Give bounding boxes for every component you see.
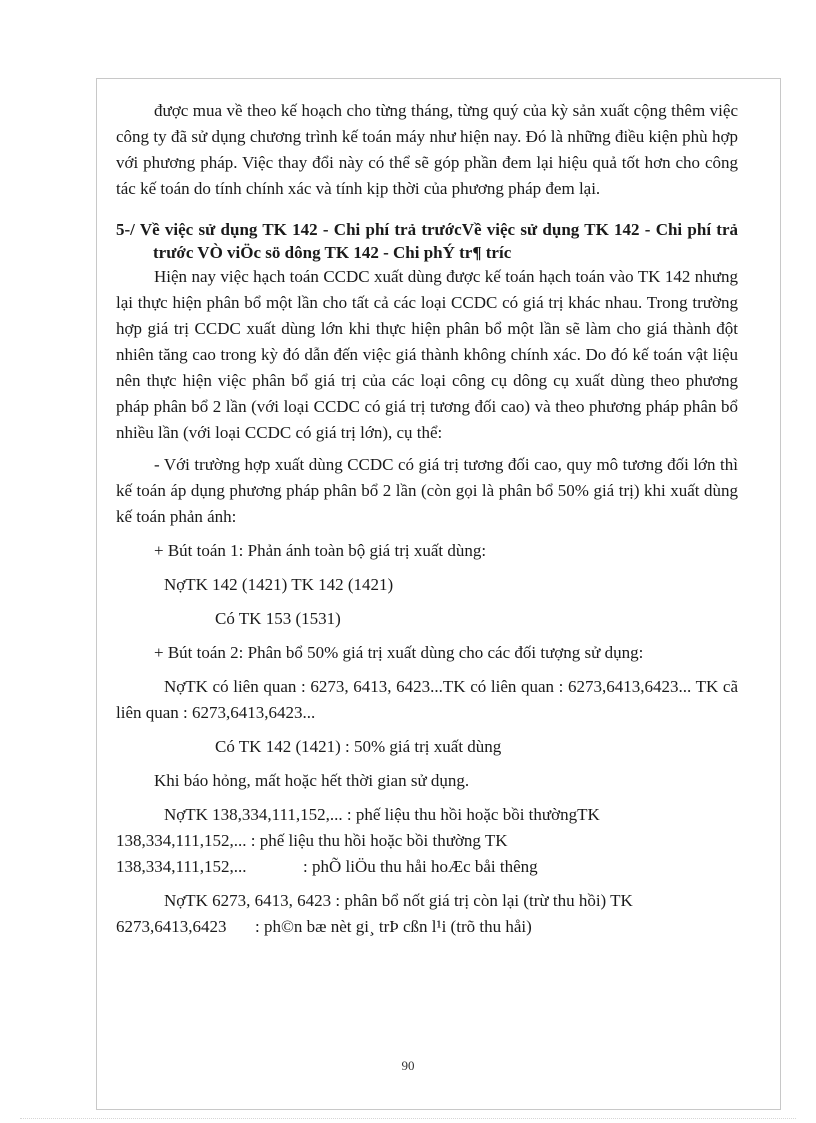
page-number: 90 (401, 1058, 415, 1073)
page-content (116, 98, 738, 940)
paragraph-3: - Với trường hợp xuất dùng CCDC có giá trị tương đối cao, quy mô tương đối lớn thì kế toán áp dụng phương pháp phân bổ 2 lần (còn gọi là phân bổ 50% giá trị) khi xuất dùng kế toán phản ánh: (116, 455, 738, 526)
entry-1-debit: NợTK 142 (1421) TK 142 (1421) (164, 575, 394, 594)
entry-2-credit: Có TK 142 (1421) : 50% giá trị xuất dùng (215, 737, 502, 756)
debit-138-line-1: NợTK 138,334,111,152,... : phế liệu thu hồi hoặc bồi thườngTK (164, 805, 600, 824)
debit-138-line-2: 138,334,111,152,... : phế liệu thu hồi hoặc bồi thường TK (116, 831, 508, 850)
debit-6273-line-2-right: : ph©n bæ nèt gi¸ trÞ cßn l¹i (trõ thu håi) (255, 917, 532, 936)
bottom-dotted-line (20, 1118, 796, 1119)
debit-138-line-3-left: 138,334,111,152,... (116, 857, 247, 876)
entry-2-debit: NợTK có liên quan : 6273, 6413, 6423...TK có liên quan : 6273,6413,6423... TK cã liên quan : 6273,6413,6423... (116, 677, 738, 722)
intro-paragraph: được mua về theo kế hoạch cho từng tháng, từng quý của kỳ sản xuất cộng thêm việc công ty đã sử dụng chương trình kế toán máy như hiện nay. Đó là những điều kiện phù hợp với phương pháp. Việc thay đổi này có thể sẽ góp phần đem lại hiệu quả tốt hơn cho công tác kế toán do tính chính xác và tính kịp thời của phương pháp đem lại. (116, 101, 738, 198)
entry-1-credit: Có TK 153 (1531) (215, 609, 341, 628)
debit-6273-line-2-left: 6273,6413,6423 (116, 917, 227, 936)
debit-6273-block (116, 888, 738, 940)
debit-138-line-3 (116, 854, 738, 880)
damage-line: Khi báo hỏng, mất hoặc hết thời gian sử dụng. (154, 771, 470, 790)
entry-2-title: + Bút toán 2: Phân bổ 50% giá trị xuất dùng cho các đối tượng sử dụng: (154, 643, 644, 662)
paragraph-2: Hiện nay việc hạch toán CCDC xuất dùng được kế toán hạch toán vào TK 142 nhưng lại thực hiện phân bổ một lần cho tất cả các loại CCDC có giá trị khác nhau. Trong trường hợp giá trị CCDC xuất dùng lớn khi thực hiện phân bổ một lần sẽ làm cho giá thành đột nhiên tăng cao trong kỳ đó dẫn đến việc giá thành không chính xác. Do đó kế toán vật liệu nên thực hiện việc phân bổ giá trị của các loại công cụ dông cụ xuất dùng theo phương pháp phân bổ 2 lần (với loại CCDC có giá trị tương đối cao) và theo phương pháp phân bổ nhiều lần (với loại CCDC có giá trị lớn), cụ thể: (116, 267, 738, 442)
debit-6273-line-1: NợTK 6273, 6413, 6423 : phân bổ nốt giá trị còn lại (trừ thu hồi) TK (164, 891, 633, 910)
section-heading: 5-/ Về việc sử dụng TK 142 - Chi phí trả trướcVề việc sử dụng TK 142 - Chi phí trả trước VÒ viÖc sö dông TK 142 - Chi phÝ tr¶ tríc (116, 220, 738, 262)
debit-138-line-3-right: : phÕ liÖu thu håi hoÆc båi thêng (303, 857, 538, 876)
debit-6273-line-2 (116, 914, 738, 940)
entry-1-title: + Bút toán 1: Phản ánh toàn bộ giá trị xuất dùng: (154, 541, 487, 560)
debit-138-block (116, 802, 738, 880)
